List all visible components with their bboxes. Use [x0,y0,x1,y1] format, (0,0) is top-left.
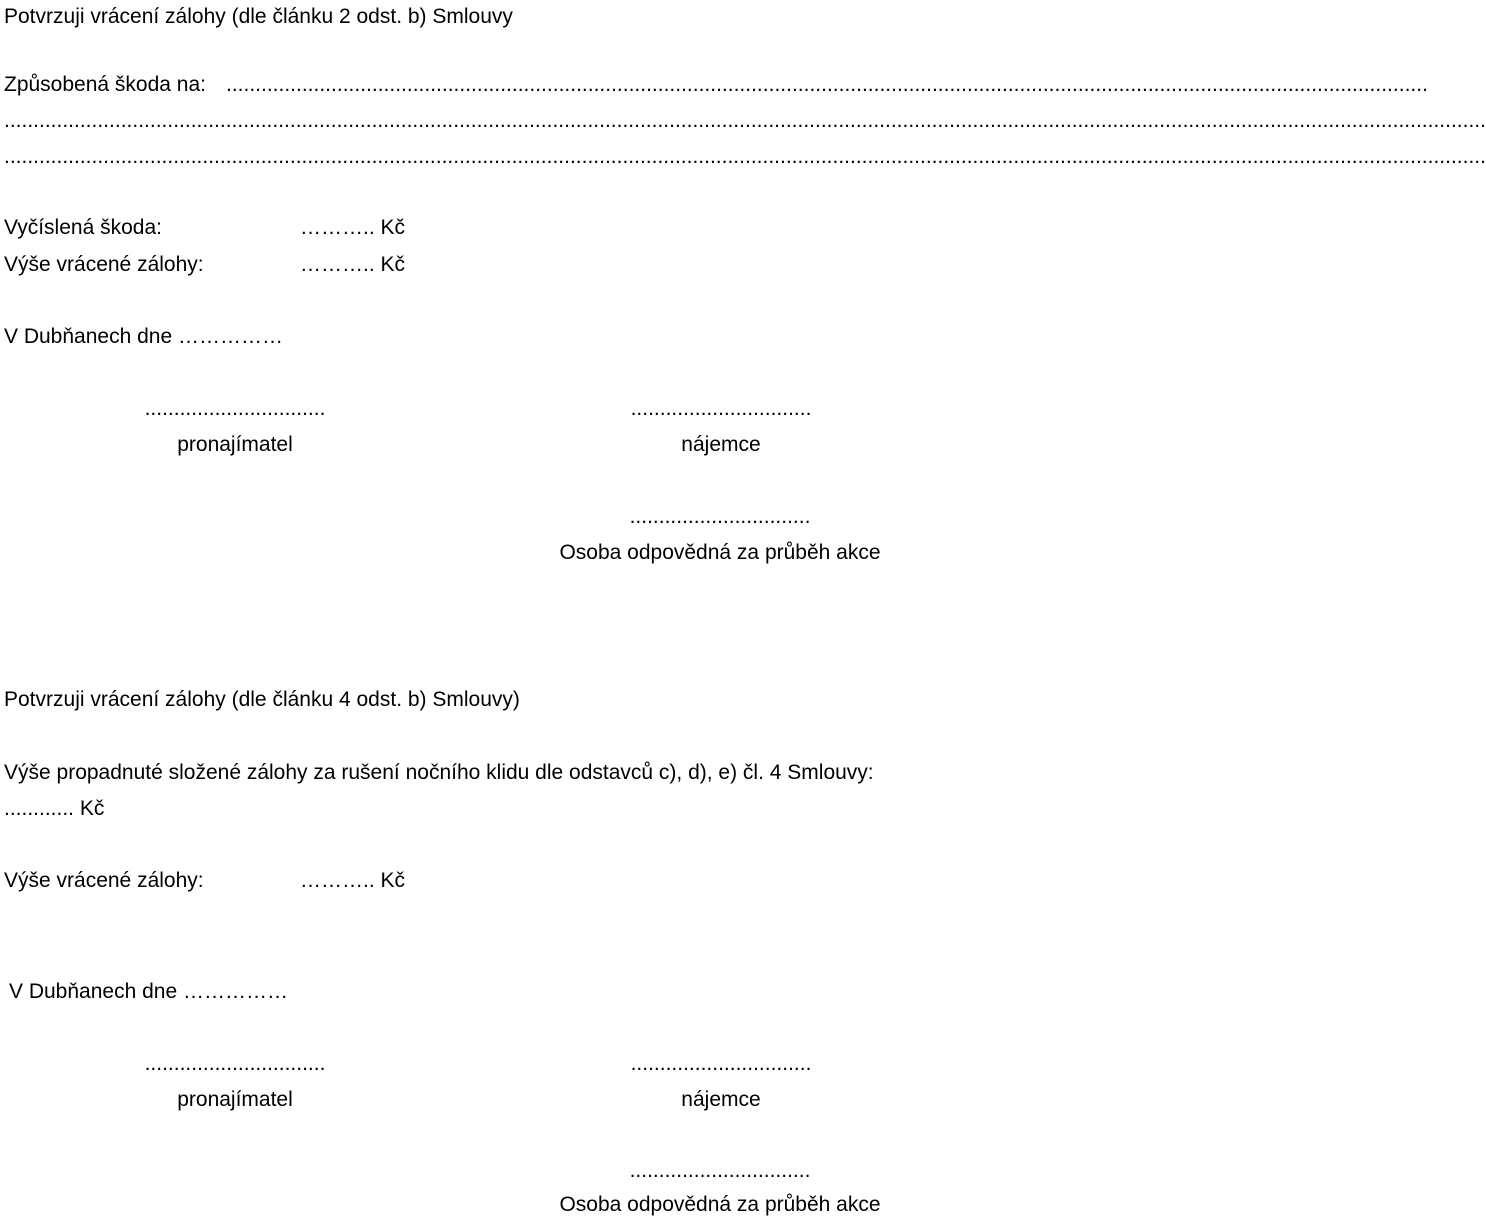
damage-dots-line-1: .............................................................................................................................................................................................................. [226,73,1428,96]
damage-dots-line-3: .............................................................................................................................................................................................................................................................. [4,145,1486,168]
landlord-label-2: pronajímatel [177,1088,293,1111]
place-date: V Dubňanech dne …………… [4,325,283,348]
damage-dots-line-2: .............................................................................................................................................................................................................................................................. [4,109,1486,132]
tenant-label-2: nájemce [681,1088,761,1111]
responsible-signature-line-2: ............................... [629,1159,811,1182]
returned-deposit-label: Výše vrácené zálohy: [4,253,204,276]
returned-deposit-value: ……….. Kč [300,253,406,276]
section1-heading: Potvrzuji vrácení zálohy (dle článku 2 odst. b) Smlouvy [4,5,513,28]
returned-deposit-label-2: Výše vrácené zálohy: [4,869,204,892]
tenant-signature-line-2: ............................... [630,1052,812,1075]
quantified-damage-value: ……….. Kč [300,216,406,239]
damage-label: Způsobená škoda na: [4,73,206,96]
responsible-label-2: Osoba odpovědná za průběh akce [559,1193,881,1216]
tenant-label: nájemce [681,433,761,456]
responsible-signature-line: ............................... [629,505,811,528]
section2-heading: Potvrzuji vrácení zálohy (dle článku 4 odst. b) Smlouvy) [4,688,520,711]
returned-deposit-value-2: ……….. Kč [300,869,406,892]
landlord-signature-line-2: ............................... [144,1052,326,1075]
responsible-label: Osoba odpovědná za průběh akce [559,541,881,564]
landlord-label: pronajímatel [177,433,293,456]
place-date-2: V Dubňanech dne …………… [9,980,288,1003]
landlord-signature-line: ............................... [144,397,326,420]
quantified-damage-label: Vyčíslená škoda: [4,216,162,239]
tenant-signature-line: ............................... [630,397,812,420]
forfeit-text: Výše propadnuté složené zálohy za rušení nočního klidu dle odstavců c), d), e) čl. 4 Smlouvy: [4,761,874,784]
forfeit-value: ............ Kč [4,797,105,820]
